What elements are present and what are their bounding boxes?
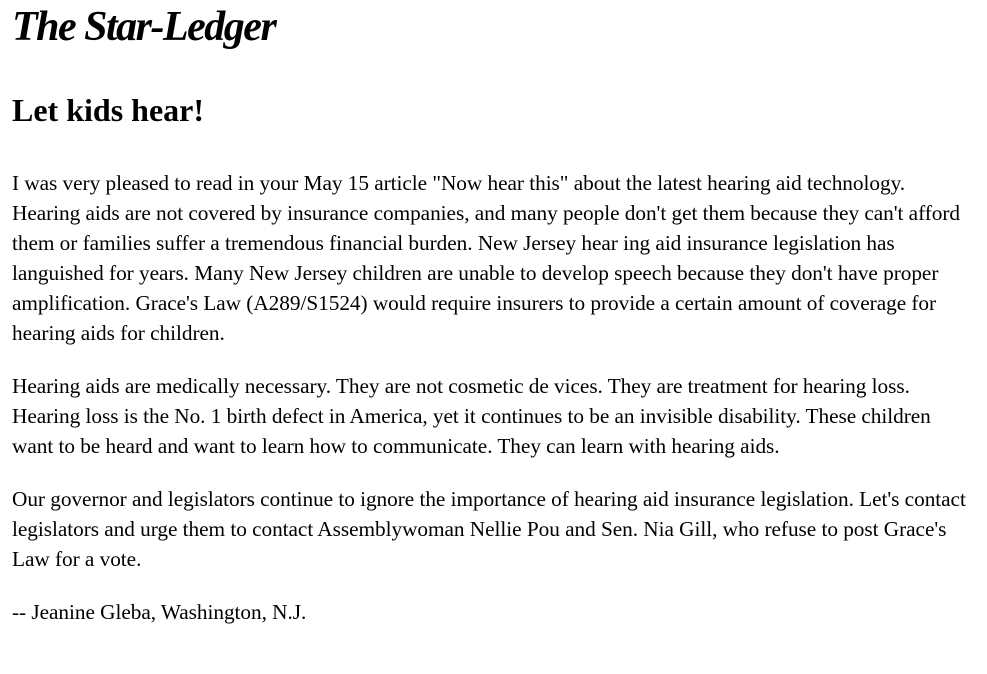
article-paragraph: I was very pleased to read in your May 15 article "Now hear this" about the latest hearing aid technology. Hearing aids are not covered by insurance companies, and many people don't get them because they can't afford them or families suffer a tremendous financial burden. New Jersey hear ing aid insurance legislation has languished for years. Many New Jersey children are unable to develop speech because they don't have proper amplification. Grace's Law (A289/S1524) would require insurers to provide a certain amount of coverage for hearing aids for children. <box>12 171 961 345</box>
newspaper-logo[interactable] <box>12 2 322 52</box>
article-headline: Let kids hear! <box>12 92 204 128</box>
author-signature: -- Jeanine Gleba, Washington, N.J. <box>12 600 307 624</box>
article-paragraph: Our governor and legislators continue to ignore the importance of hearing aid insurance legislation. Let's contact legislators and urge them to contact Assemblywoman Nellie Pou and Sen. Nia Gill, who refuse to post Grace's Law for a vote. <box>12 487 966 571</box>
article-body <box>12 168 977 650</box>
article-paragraph: Hearing aids are medically necessary. They are not cosmetic de vices. They are treatment for hearing loss. Hearing loss is the No. 1 birth defect in America, yet it continues to be an invisible disability. These children want to be heard and want to learn how to communicate. They can learn with hearing aids. <box>12 374 931 458</box>
star-ledger-logo-image <box>12 2 322 52</box>
svg-text:The Star-Ledger: The Star-Ledger <box>12 4 276 50</box>
